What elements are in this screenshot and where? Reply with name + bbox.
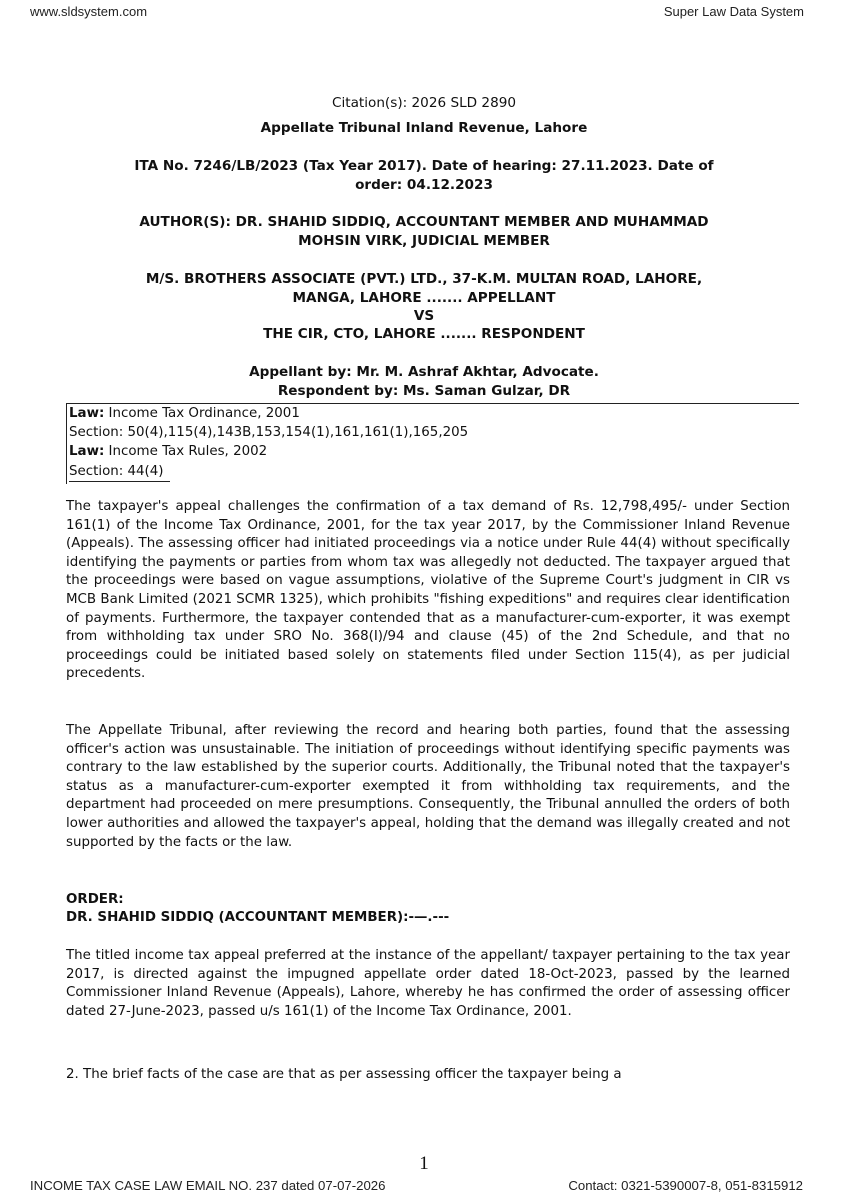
summary-paragraph-1: The taxpayer's appeal challenges the confirmation of a tax demand of Rs. 12,798,495/- under Section 161(1) of the Income Tax Ordinance, 2001, for the tax year 2017, by the Commissioner Inland Revenue (Appeals). The assessing officer had initiated proceedings via a notice under Rule 44(4) without specifically identifying the payments or parties from whom tax was allegedly not deducted. The taxpayer argued that the proceedings were based on vague assumptions, violative of the Supreme Court's judgment in CIR vs MCB Bank Limited (2021 SCMR 1325), which prohibits "fishing expeditions" and requires clear identification of payments. Furthermore, the taxpayer contended that as a manufacturer-cum-exporter, it was exempt from withholding tax under SRO No. 368(I)/94 and clause (45) of the 2nd Schedule, and that no proceedings could be initiated based solely on statements filed under Section 115(4), as per judicial precedents. [66, 499, 790, 682]
law-line-2 [69, 442, 799, 461]
appellant-line2: MANGA, LAHORE ....... APPELLANT [292, 290, 556, 306]
law-value: Income Tax Rules, 2002 [104, 444, 268, 460]
order-paragraph-1: The titled income tax appeal preferred at the instance of the appellant/ taxpayer pertaining to the tax year 2017, is directed against the impugned appellate order dated 18-Oct-2023, passed by the learned Commissioner Inland Revenue (Appeals), Lahore, whereby he has confirmed the order of assessing officer dated 27-June-2023, passed u/s 161(1) of the Income Tax Ordinance, 2001. [66, 948, 790, 1019]
section-line-2 [69, 462, 799, 482]
law-label: Law: [69, 406, 105, 421]
authors-line1: AUTHOR(S): DR. SHAHID SIDDIQ, ACCOUNTANT MEMBER AND MUHAMMAD [139, 214, 709, 230]
site-url[interactable]: www.sldsystem.com [30, 4, 148, 19]
page-number: 1 [419, 1153, 429, 1174]
case-info-line1: ITA No. 7246/LB/2023 (Tax Year 2017). Date of hearing: 27.11.2023. Date of [134, 158, 714, 174]
respondent: THE CIR, CTO, LAHORE ....... RESPONDENT [263, 326, 585, 342]
court-name: Appellate Tribunal Inland Revenue, Lahore [260, 120, 588, 136]
law-value: Income Tax Ordinance, 2001 [104, 406, 300, 421]
appellant-line1: M/S. BROTHERS ASSOCIATE (PVT.) LTD., 37-K.M. MULTAN ROAD, LAHORE, [145, 271, 703, 287]
summary-paragraph-2: The Appellate Tribunal, after reviewing the record and hearing both parties, found that the assessing officer's action was unsustainable. The initiation of proceedings without identifying specific payments was contrary to the law established by the superior courts. Additionally, the Tribunal noted that the taxpayer's status as a manufacturer-cum-exporter exempted it from withholding tax requirements, and the department had proceeded on mere presumptions. Consequently, the Tribunal annulled the orders of both lower authorities and allowed the taxpayer's appeal, holding that the demand was illegally created and not supported by the facts or the law. [66, 723, 790, 850]
law-line-1 [69, 404, 799, 423]
citation: Citation(s): 2026 SLD 2890 [331, 95, 517, 111]
case-info-line2: order: 04.12.2023 [355, 177, 493, 193]
order-heading: ORDER: [66, 892, 124, 907]
section-line-1: Section: 50(4),115(4),143B,153,154(1),161,161(1),165,205 [69, 425, 469, 441]
footer-contact: Contact: 0321-5390007-8, 051-8315912 [568, 1178, 803, 1193]
order-member: DR. SHAHID SIDDIQ (ACCOUNTANT MEMBER):-—.--- [66, 910, 450, 925]
respondent-counsel: Respondent by: Ms. Saman Gulzar, DR [277, 383, 571, 399]
appellant-counsel: Appellant by: Mr. M. Ashraf Akhtar, Advocate. [249, 364, 599, 380]
order-paragraph-2: 2. The brief facts of the case are that as per assessing officer the taxpayer being a [66, 1067, 622, 1082]
system-name: Super Law Data System [663, 4, 804, 19]
law-reference-box [66, 403, 799, 484]
law-label: Law: [69, 444, 105, 460]
versus: VS [413, 308, 435, 324]
section-value: Section: 44(4) [69, 462, 170, 482]
authors-line2: MOHSIN VIRK, JUDICIAL MEMBER [298, 233, 550, 249]
footer-email-info: INCOME TAX CASE LAW EMAIL NO. 237 dated 07-07-2026 [30, 1178, 386, 1193]
